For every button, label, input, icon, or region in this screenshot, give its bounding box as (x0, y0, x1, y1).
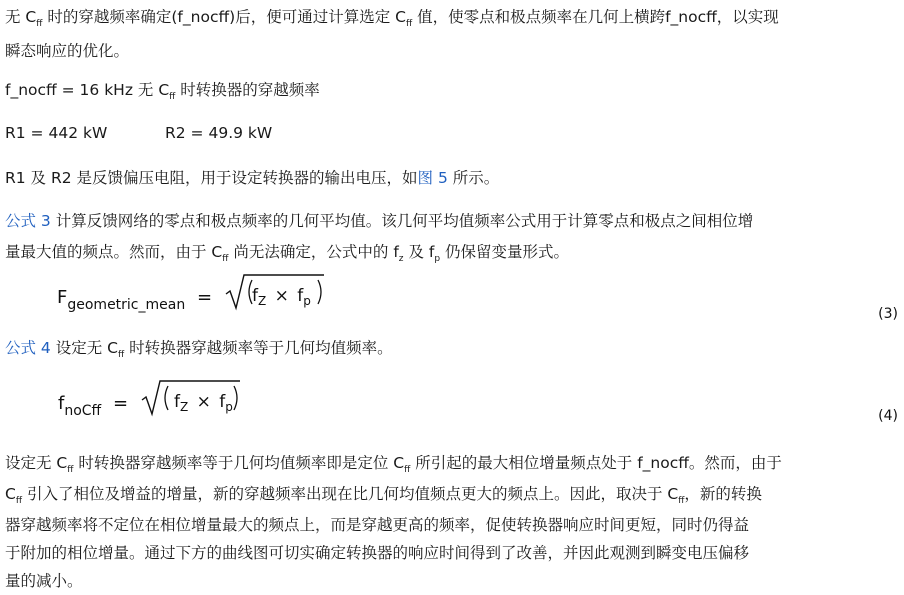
equation-4: $f_{noCff}$ = $f_Z \times f_p$ (58, 390, 240, 418)
equation-4-number: (4) (878, 408, 898, 424)
fnocff-line: f_nocff = 16 kHz 无 $C_{ff}$ 时转换器的穿越频率 (5, 81, 320, 102)
figure-5-link[interactable]: 图 5 (417, 169, 448, 187)
r2-value: R2 = 49.9 kW (165, 124, 273, 142)
equation-3: $F_{geometric\_mean}$ = $f_Z \times f_p$ (57, 284, 324, 312)
r1-value: R1 = 442 kW (5, 124, 108, 142)
formula-4-link[interactable]: 公式 4 (5, 339, 51, 357)
conclusion-paragraph: 设定无 $C_{ff}$ 时转换器穿越频率等于几何均值频率即是定位 $C_{ff}$ 所引起的最大相位增量频点处于 f_nocff。然而，由于 $C_{ff}$ 引入了相位及增益的增量，新的穿越频率出现在比几何均值频点更大的频点上。因此，取决于 $C_{ff}$，新的转换 器穿越频率将不定位在相位增量最大的频点上，而是穿越更高的频率，促使转换器响应时间更短，同时仍得益 于附加的相位增量。通过下方的曲线图可切实确定转换器的响应时间得到了改善，并因此观测到瞬变电压偏移 量的减小。 (5, 454, 782, 590)
equation-3-number: (3) (878, 306, 898, 322)
formula3-paragraph: 公式 3 计算反馈网络的零点和极点频率的几何平均值。该几何平均值频率公式用于计算零点和极点之间相位增 量最大值的频点。然而，由于 $C_{ff}$ 尚无法确定，公式中的 $f_z$ 及 $f_p$ 仍保留变量形式。 (5, 212, 754, 264)
formula4-paragraph: 公式 4 设定无 $C_{ff}$ 时转换器穿越频率等于几何均值频率。 (5, 339, 393, 360)
intro-paragraph: 无 $C_{ff}$ 时的穿越频率确定(f_nocff)后，便可通过计算选定 $C_{ff}$ 值，使零点和极点频率在几何上横跨f_nocff，以实现 瞬态响应的优化。 (5, 8, 779, 60)
resistor-values (5, 118, 890, 149)
formula-3-link[interactable]: 公式 3 (5, 212, 51, 230)
resistor-description: R1 及 R2 是反馈偏压电阻，用于设定转换器的输出电压，如图 5 所示。 (5, 169, 500, 187)
